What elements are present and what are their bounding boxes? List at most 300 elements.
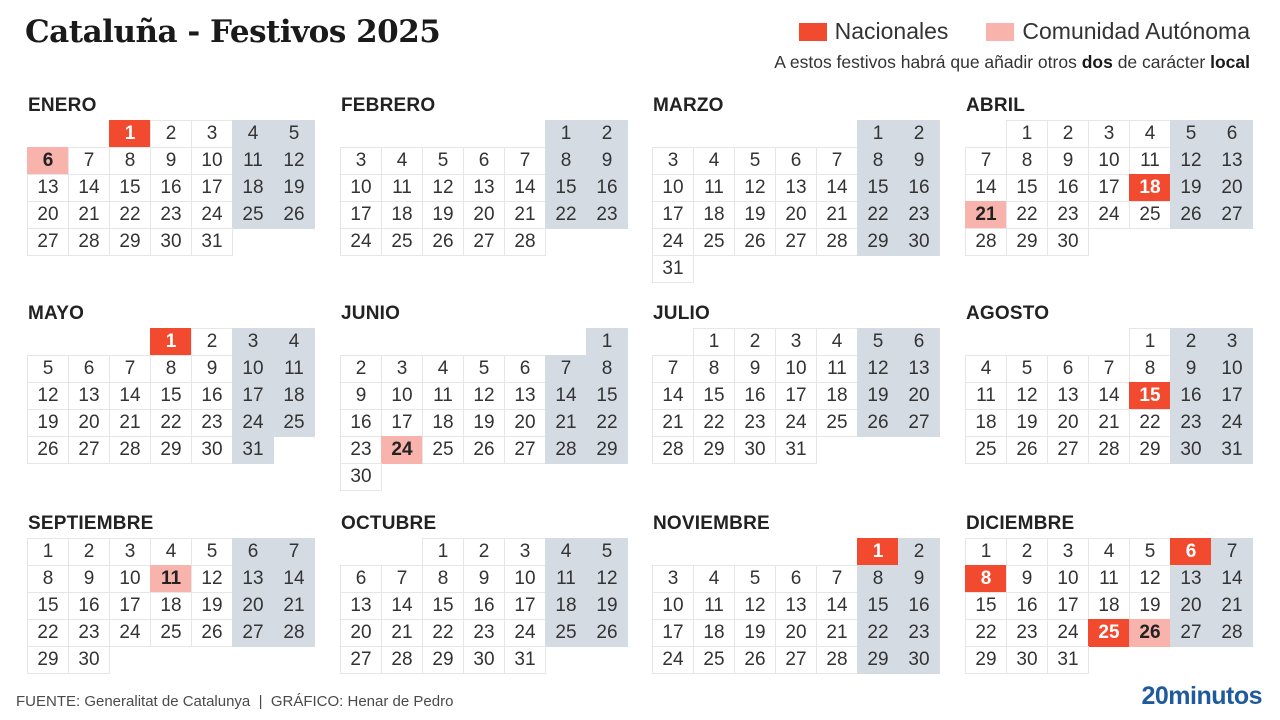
weekend-day-cell: 4 [274,329,314,355]
day-cell: 1 [694,329,734,355]
empty-cell [546,329,586,355]
month-name: AGOSTO [966,303,1050,324]
empty-cell [694,539,734,565]
day-cell: 16 [1007,593,1047,619]
day-cell: 13 [69,383,109,409]
day-cell: 28 [817,229,857,255]
day-cell: 19 [1130,593,1170,619]
day-cell: 10 [505,566,545,592]
day-cell: 11 [423,383,463,409]
weekend-day-cell: 30 [1171,437,1211,463]
weekend-day-cell: 17 [1212,383,1252,409]
month-days-grid [341,121,625,255]
weekend-day-cell: 14 [274,566,314,592]
empty-cell [28,329,68,355]
weekend-day-cell: 10 [233,356,273,382]
day-cell: 26 [423,229,463,255]
autonomous-holiday-cell: 11 [151,566,191,592]
day-cell: 1 [423,539,463,565]
weekend-day-cell: 15 [546,175,586,201]
legend-autonomous [986,18,1250,45]
day-cell: 15 [423,593,463,619]
weekend-day-cell: 23 [899,620,939,646]
day-cell: 27 [341,647,381,673]
weekend-day-cell: 1 [587,329,627,355]
day-cell: 6 [341,566,381,592]
day-cell: 12 [735,175,775,201]
empty-cell [694,121,734,147]
day-cell: 27 [505,437,545,463]
weekend-day-cell: 8 [858,148,898,174]
day-cell: 26 [1007,437,1047,463]
day-cell: 8 [423,566,463,592]
day-cell: 21 [653,410,693,436]
empty-cell [653,539,693,565]
day-cell: 8 [694,356,734,382]
weekend-day-cell: 20 [233,593,273,619]
day-cell: 22 [1130,410,1170,436]
day-cell: 9 [341,383,381,409]
month-days-grid [653,121,937,282]
day-cell: 18 [1089,593,1129,619]
day-cell: 29 [1007,229,1047,255]
day-cell: 4 [423,356,463,382]
day-cell: 26 [192,620,232,646]
weekend-day-cell: 3 [1212,329,1252,355]
day-cell: 12 [192,566,232,592]
day-cell: 10 [776,356,816,382]
weekend-day-cell: 4 [233,121,273,147]
day-cell: 16 [341,410,381,436]
month-name: ABRIL [966,95,1026,116]
month-name: FEBRERO [341,95,436,116]
weekend-day-cell: 2 [899,539,939,565]
weekend-day-cell: 21 [274,593,314,619]
weekend-day-cell: 19 [274,175,314,201]
weekend-day-cell: 27 [233,620,273,646]
day-cell: 30 [1007,647,1047,673]
day-cell: 3 [776,329,816,355]
day-cell: 7 [505,148,545,174]
day-cell: 10 [653,593,693,619]
weekend-day-cell: 25 [233,202,273,228]
empty-cell [464,121,504,147]
brand-logo: 20minutos [1141,682,1262,710]
day-cell: 24 [653,229,693,255]
month-febrero [341,94,625,255]
day-cell: 7 [69,148,109,174]
weekend-day-cell: 18 [546,593,586,619]
day-cell: 29 [151,437,191,463]
day-cell: 3 [110,539,150,565]
empty-cell [28,121,68,147]
day-cell: 9 [1048,148,1088,174]
weekend-day-cell: 19 [1171,175,1211,201]
weekend-day-cell: 12 [858,356,898,382]
day-cell: 17 [192,175,232,201]
day-cell: 10 [110,566,150,592]
weekend-day-cell: 6 [899,329,939,355]
month-days-grid [653,329,937,463]
day-cell: 6 [69,356,109,382]
day-cell: 15 [694,383,734,409]
day-cell: 3 [1048,539,1088,565]
day-cell: 12 [464,383,504,409]
day-cell: 2 [464,539,504,565]
day-cell: 9 [192,356,232,382]
weekend-day-cell: 26 [587,620,627,646]
weekend-day-cell: 23 [899,202,939,228]
day-cell: 27 [776,647,816,673]
month-name: OCTUBRE [341,513,437,534]
day-cell: 3 [192,121,232,147]
weekend-day-cell: 4 [546,539,586,565]
day-cell: 31 [653,256,693,282]
day-cell: 16 [735,383,775,409]
day-cell: 19 [464,410,504,436]
national-holiday-cell: 8 [966,566,1006,592]
weekend-day-cell: 1 [546,121,586,147]
day-cell: 18 [151,593,191,619]
day-cell: 1 [1130,329,1170,355]
day-cell: 15 [28,593,68,619]
weekend-day-cell: 26 [858,410,898,436]
day-cell: 3 [341,148,381,174]
month-days-grid [966,121,1250,255]
day-cell: 24 [653,647,693,673]
day-cell: 11 [694,175,734,201]
day-cell: 22 [966,620,1006,646]
day-cell: 5 [28,356,68,382]
national-holiday-cell: 25 [1089,620,1129,646]
month-days-grid [341,329,625,490]
day-cell: 16 [464,593,504,619]
month-name: ENERO [28,95,97,116]
day-cell: 24 [192,202,232,228]
national-holiday-cell: 1 [110,121,150,147]
month-enero [28,94,312,255]
day-cell: 19 [192,593,232,619]
day-cell: 13 [341,593,381,619]
day-cell: 8 [151,356,191,382]
day-cell: 16 [1048,175,1088,201]
day-cell: 31 [192,229,232,255]
national-holiday-cell: 18 [1130,175,1170,201]
day-cell: 25 [694,647,734,673]
day-cell: 29 [423,647,463,673]
day-cell: 19 [1007,410,1047,436]
day-cell: 12 [28,383,68,409]
day-cell: 25 [817,410,857,436]
weekend-day-cell: 16 [587,175,627,201]
day-cell: 11 [382,175,422,201]
weekend-day-cell: 8 [546,148,586,174]
month-junio [341,302,625,490]
weekend-day-cell: 27 [1212,202,1252,228]
day-cell: 21 [69,202,109,228]
empty-cell [69,329,109,355]
day-cell: 20 [341,620,381,646]
national-holiday-cell: 1 [858,539,898,565]
day-cell: 3 [505,539,545,565]
weekend-day-cell: 23 [1171,410,1211,436]
legend-national [799,18,949,45]
empty-cell [1048,329,1088,355]
day-cell: 17 [1048,593,1088,619]
weekend-day-cell: 5 [587,539,627,565]
weekend-day-cell: 29 [858,229,898,255]
empty-cell [505,329,545,355]
day-cell: 14 [110,383,150,409]
weekend-day-cell: 20 [899,383,939,409]
day-cell: 8 [1130,356,1170,382]
day-cell: 20 [505,410,545,436]
day-cell: 11 [1130,148,1170,174]
month-days-grid [28,539,312,673]
day-cell: 13 [1048,383,1088,409]
day-cell: 1 [966,539,1006,565]
day-cell: 2 [1007,539,1047,565]
day-cell: 11 [1089,566,1129,592]
weekend-day-cell: 8 [587,356,627,382]
day-cell: 8 [28,566,68,592]
day-cell: 26 [28,437,68,463]
day-cell: 14 [505,175,545,201]
weekend-day-cell: 7 [1212,539,1252,565]
day-cell: 20 [464,202,504,228]
weekend-day-cell: 22 [587,410,627,436]
day-cell: 12 [1007,383,1047,409]
day-cell: 23 [1007,620,1047,646]
day-cell: 23 [735,410,775,436]
legend-national-label: Nacionales [834,18,949,44]
day-cell: 26 [735,229,775,255]
weekend-day-cell: 14 [546,383,586,409]
day-cell: 29 [1130,437,1170,463]
day-cell: 5 [423,148,463,174]
day-cell: 7 [110,356,150,382]
weekend-day-cell: 25 [274,410,314,436]
day-cell: 1 [28,539,68,565]
month-name: MAYO [28,303,85,324]
day-cell: 6 [1048,356,1088,382]
month-julio [653,302,937,463]
month-name: DICIEMBRE [966,513,1075,534]
day-cell: 23 [69,620,109,646]
day-cell: 14 [382,593,422,619]
day-cell: 10 [653,175,693,201]
day-cell: 14 [817,593,857,619]
day-cell: 28 [653,437,693,463]
empty-cell [817,539,857,565]
empty-cell [69,121,109,147]
month-marzo [653,94,937,282]
day-cell: 14 [653,383,693,409]
empty-cell [776,121,816,147]
weekend-day-cell: 11 [274,356,314,382]
empty-cell [1089,329,1129,355]
day-cell: 5 [735,566,775,592]
footer-source: FUENTE: Generalitat de Catalunya | GRÁFICO: Henar de Pedro [16,693,454,710]
day-cell: 28 [966,229,1006,255]
day-cell: 16 [151,175,191,201]
weekend-day-cell: 24 [1212,410,1252,436]
weekend-day-cell: 11 [546,566,586,592]
day-cell: 29 [966,647,1006,673]
day-cell: 24 [776,410,816,436]
day-cell: 20 [28,202,68,228]
day-cell: 17 [1089,175,1129,201]
weekend-day-cell: 2 [899,121,939,147]
day-cell: 4 [382,148,422,174]
empty-cell [966,329,1006,355]
month-noviembre [653,512,937,673]
day-cell: 10 [382,383,422,409]
weekend-day-cell: 22 [858,620,898,646]
day-cell: 20 [776,620,816,646]
day-cell: 2 [735,329,775,355]
day-cell: 9 [69,566,109,592]
day-cell: 28 [69,229,109,255]
day-cell: 17 [505,593,545,619]
weekend-day-cell: 9 [899,148,939,174]
weekend-day-cell: 28 [1212,620,1252,646]
day-cell: 31 [505,647,545,673]
day-cell: 27 [28,229,68,255]
day-cell: 22 [28,620,68,646]
day-cell: 2 [341,356,381,382]
autonomous-holiday-cell: 21 [966,202,1006,228]
day-cell: 19 [423,202,463,228]
day-cell: 7 [382,566,422,592]
empty-cell [110,329,150,355]
day-cell: 2 [151,121,191,147]
day-cell: 4 [817,329,857,355]
national-holiday-cell: 6 [1171,539,1211,565]
weekend-day-cell: 20 [1171,593,1211,619]
day-cell: 8 [110,148,150,174]
empty-cell [382,539,422,565]
weekend-day-cell: 3 [233,329,273,355]
day-cell: 24 [505,620,545,646]
month-abril [966,94,1250,255]
empty-cell [423,329,463,355]
day-cell: 24 [1048,620,1088,646]
month-name: SEPTIEMBRE [28,513,154,534]
day-cell: 27 [464,229,504,255]
weekend-day-cell: 26 [274,202,314,228]
day-cell: 6 [505,356,545,382]
empty-cell [382,121,422,147]
weekend-day-cell: 13 [1212,148,1252,174]
day-cell: 25 [382,229,422,255]
weekend-day-cell: 26 [1171,202,1211,228]
day-cell: 12 [1130,566,1170,592]
day-cell: 24 [110,620,150,646]
empty-cell [653,329,693,355]
day-cell: 26 [735,647,775,673]
day-cell: 25 [423,437,463,463]
day-cell: 16 [192,383,232,409]
day-cell: 5 [464,356,504,382]
month-name: JUNIO [341,303,401,324]
weekend-day-cell: 23 [587,202,627,228]
weekend-day-cell: 21 [1212,593,1252,619]
weekend-day-cell: 12 [1171,148,1211,174]
day-cell: 4 [1130,121,1170,147]
empty-cell [735,121,775,147]
weekend-day-cell: 30 [899,229,939,255]
day-cell: 19 [28,410,68,436]
month-diciembre [966,512,1250,673]
day-cell: 31 [776,437,816,463]
empty-cell [505,121,545,147]
day-cell: 10 [341,175,381,201]
weekend-day-cell: 22 [546,202,586,228]
weekend-day-cell: 29 [587,437,627,463]
empty-cell [653,121,693,147]
weekend-day-cell: 7 [274,539,314,565]
weekend-day-cell: 21 [546,410,586,436]
weekend-day-cell: 9 [587,148,627,174]
day-cell: 26 [464,437,504,463]
national-holiday-cell: 1 [151,329,191,355]
month-septiembre [28,512,312,673]
day-cell: 3 [1089,121,1129,147]
note-bold-local: local [1210,52,1250,72]
day-cell: 5 [192,539,232,565]
day-cell: 22 [151,410,191,436]
month-agosto [966,302,1250,463]
day-cell: 21 [382,620,422,646]
weekend-day-cell: 5 [274,121,314,147]
day-cell: 5 [735,148,775,174]
day-cell: 22 [1007,202,1047,228]
page-title: Cataluña - Festivos 2025 [25,14,441,50]
day-cell: 4 [1089,539,1129,565]
weekend-day-cell: 19 [587,593,627,619]
day-cell: 18 [423,410,463,436]
empty-cell [423,121,463,147]
day-cell: 18 [382,202,422,228]
day-cell: 27 [776,229,816,255]
day-cell: 1 [1007,121,1047,147]
day-cell: 29 [110,229,150,255]
day-cell: 15 [151,383,191,409]
day-cell: 13 [28,175,68,201]
day-cell: 13 [776,593,816,619]
day-cell: 30 [1048,229,1088,255]
day-cell: 12 [423,175,463,201]
empty-cell [341,539,381,565]
day-cell: 21 [110,410,150,436]
day-cell: 10 [1048,566,1088,592]
weekend-day-cell: 14 [1212,566,1252,592]
month-days-grid [966,539,1250,673]
day-cell: 23 [1048,202,1088,228]
empty-cell [464,329,504,355]
day-cell: 11 [966,383,1006,409]
day-cell: 9 [735,356,775,382]
weekend-day-cell: 1 [858,121,898,147]
day-cell: 6 [464,148,504,174]
day-cell: 18 [694,202,734,228]
day-cell: 29 [28,647,68,673]
day-cell: 14 [1089,383,1129,409]
month-days-grid [28,121,312,255]
weekend-day-cell: 17 [233,383,273,409]
day-cell: 23 [151,202,191,228]
